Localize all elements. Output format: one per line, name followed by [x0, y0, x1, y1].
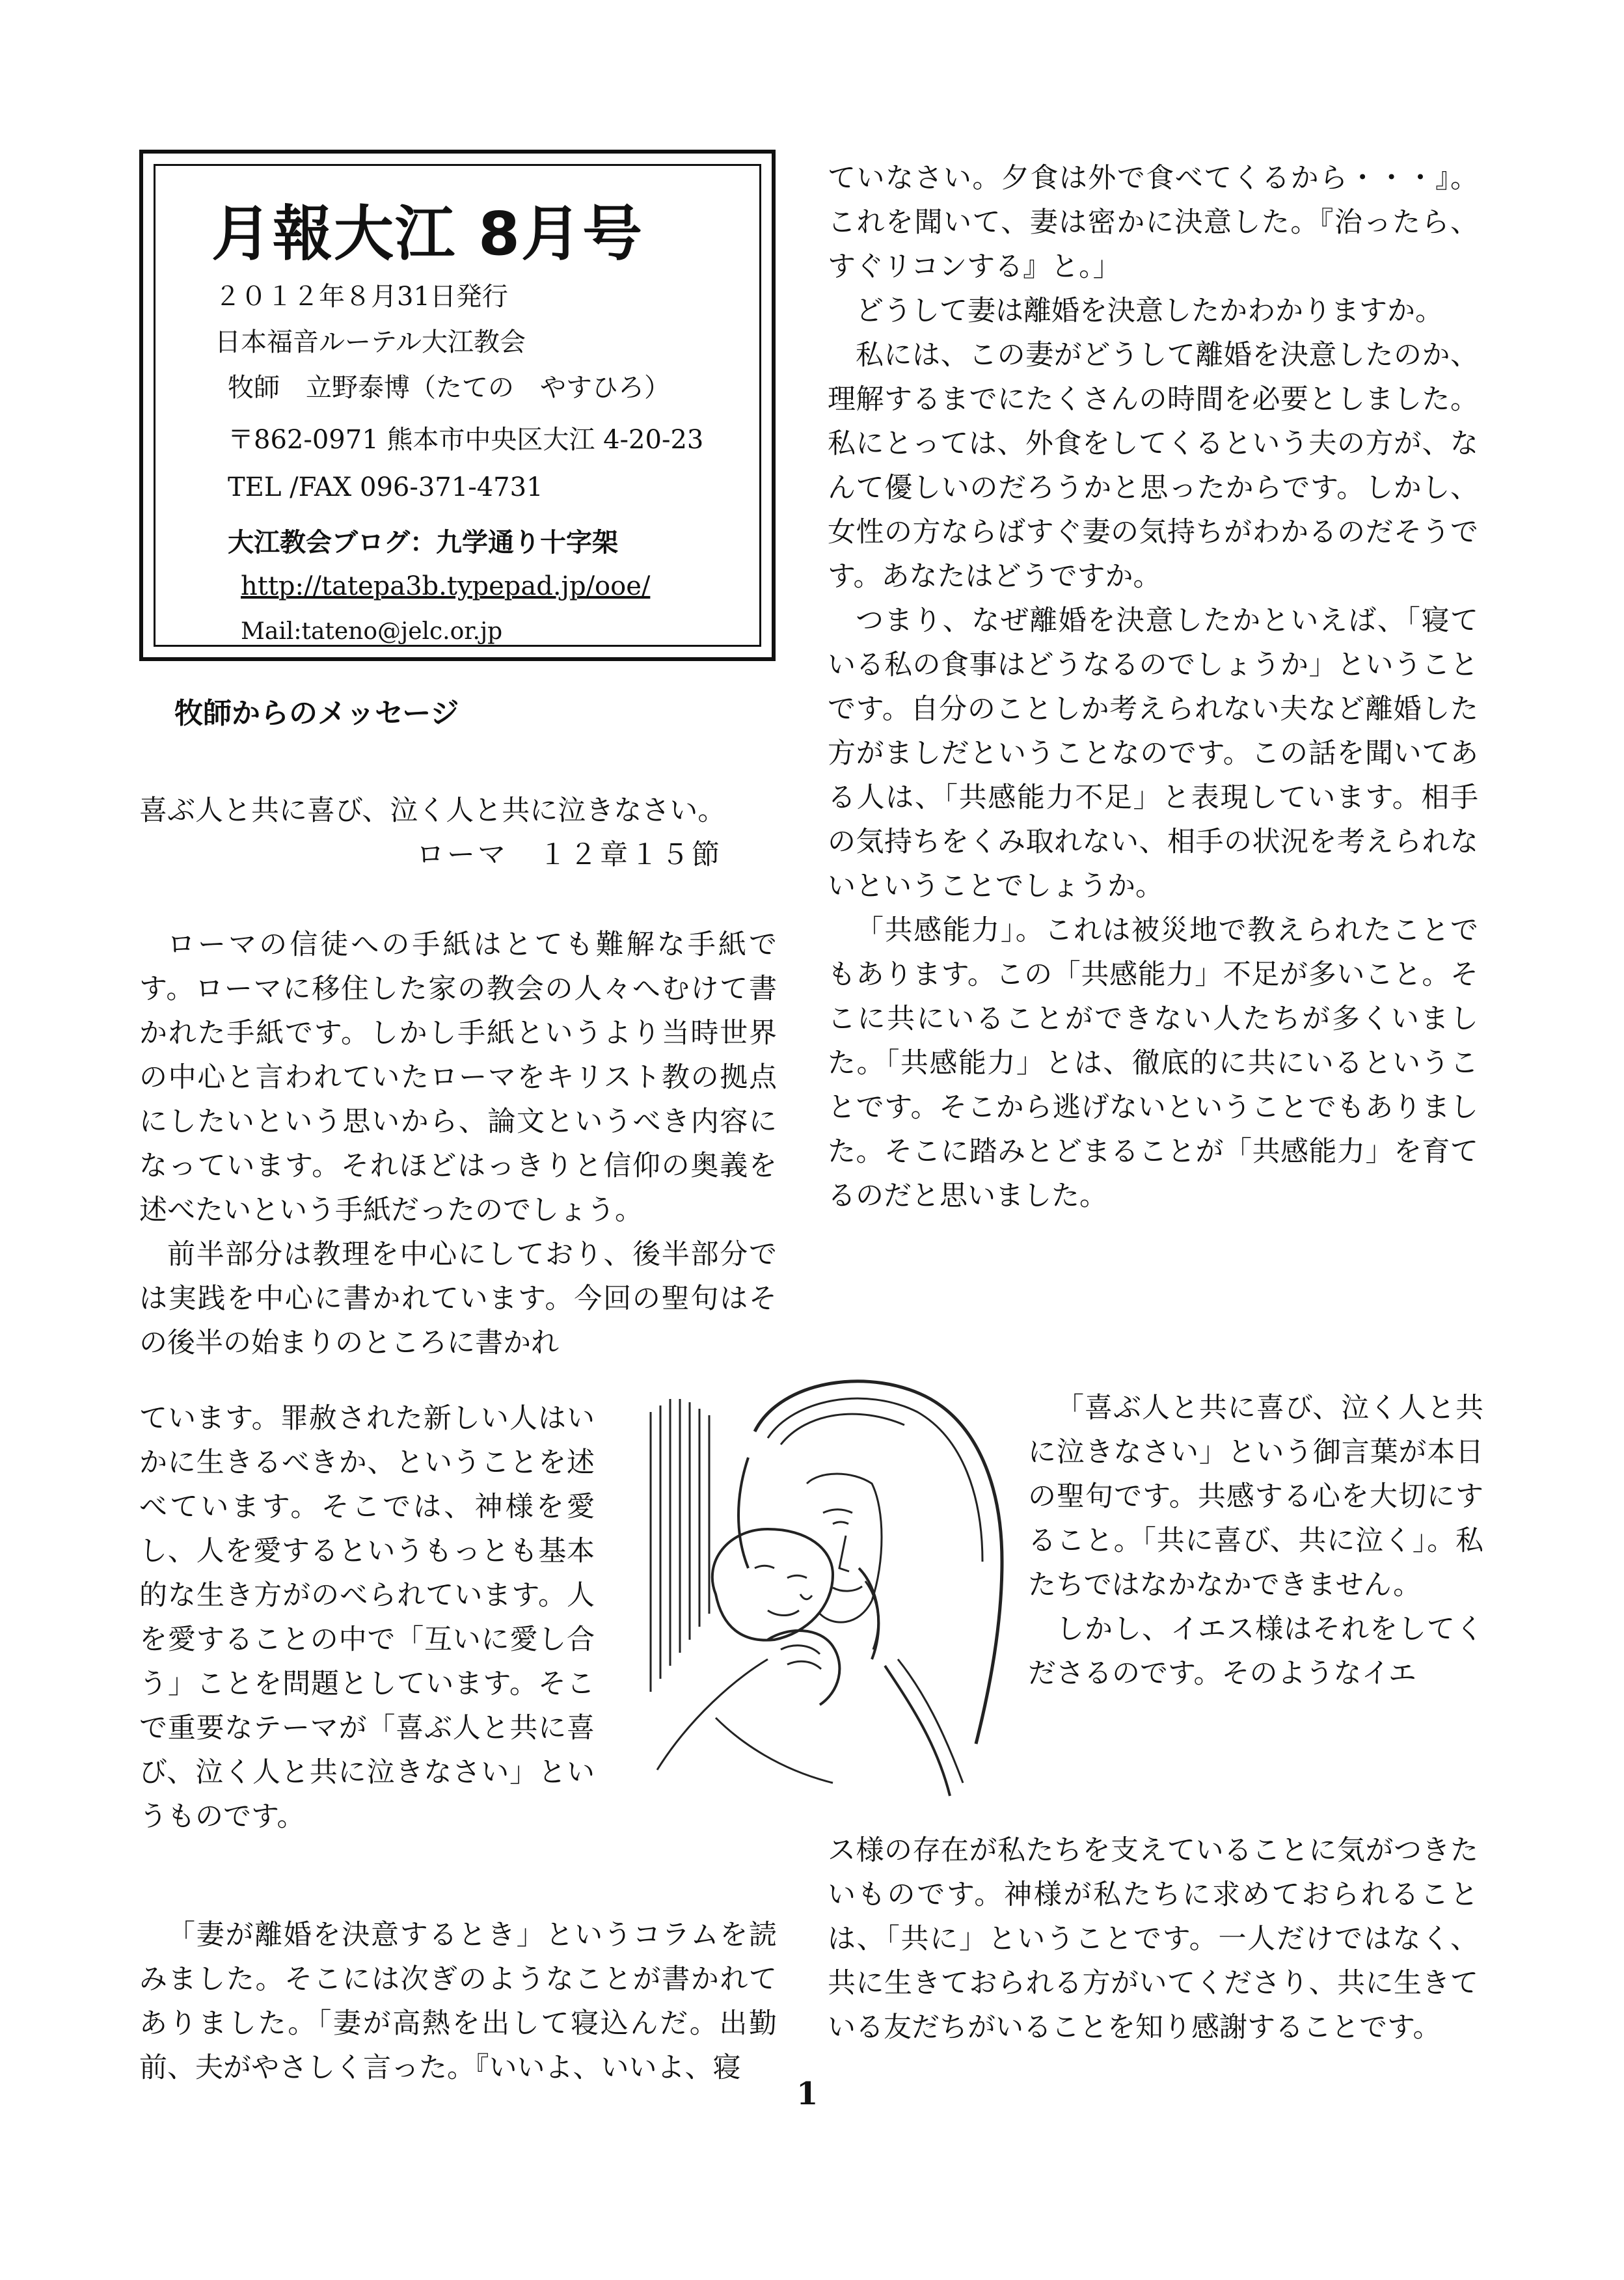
section-heading: 牧師からのメッセージ [174, 697, 459, 730]
scripture-reference: ローマ １２章１５節 [416, 839, 722, 871]
church-name: 日本福音ルーテル大江教会 [215, 327, 526, 357]
right-column-bottom [828, 1828, 1478, 2050]
right-column-narrow [1028, 1386, 1483, 1696]
blog-url-link[interactable]: http://tatepa3b.typepad.jp/ooe/ [241, 571, 651, 601]
left-paragraph-2: 前半部分は教理を中心にしており、後半部分では実践を中心に書かれています。今回の聖句はその後半の始まりのところに書かれ [139, 1238, 777, 1359]
left-paragraph-2-continued: ています。罪赦された新しい人はいかに生きるべきか、ということを述べています。そこでは、神様を愛し、人を愛するというもっとも基本的な生き方がのべられています。人を愛することの中で「互いに愛し合う」ことを問題としています。そこで重要なテーマが「喜ぶ人と共に喜び、泣く人と共に泣きなさい」というものです。 [139, 1402, 595, 1833]
left-column-narrow [139, 1396, 595, 1839]
right-paragraph-7-continued: ス様の存在が私たちを支えていることに気がつきたいものです。神様が私たちに求めておられることは、「共に」ということです。一人だけではなく、共に生きておられる方がいてくださり、共に生きている友だちがいることを知り感謝することです。 [828, 1834, 1478, 2044]
newsletter-title: 月報大江 8月号 [211, 199, 644, 269]
left-paragraph-3: 「妻が離婚を決意するとき」というコラムを読みました。そこには次ぎのようなことが書かれてありました。「妻が高熱を出して寝込んだ。出勤前、夫がやさしく言った。『いいよ、いいよ、寝 [139, 1919, 777, 2084]
masthead-box [139, 150, 776, 661]
tel-fax: TEL /FAX 096-371-4731 [228, 472, 543, 502]
right-paragraph-2: どうして妻は離婚を決意したかわかりますか。 [856, 295, 1443, 327]
left-column-bottom [139, 1913, 777, 2090]
right-column-top [828, 156, 1478, 1218]
hatch-lines [651, 1399, 709, 1692]
pastor-name: 牧師 立野泰博（たての やすひろ） [228, 373, 670, 403]
church-address: 〒862-0971 熊本市中央区大江 4-20-23 [228, 425, 704, 455]
blog-label: 大江教会ブログ：九学通り十字架 [228, 528, 618, 558]
left-column-main [139, 923, 777, 1365]
right-paragraph-4: つまり、なぜ離婚を決意したかといえば、「寝ている私の食事はどうなるのでしょうか」ということです。自分のことしか考えられない夫など離婚した方がましだということなのです。この話を聞いてある人は、「共感能力不足」と表現しています。相手の気持ちをくみ取れない、相手の状況を考えられないということでしょうか。 [828, 604, 1478, 903]
right-paragraph-5: 「共感能力」。これは被災地で教えられたことでもあります。この「共感能力」不足が多いこと。そこに共にいることができない人たちが多くいました。「共感能力」とは、徹底的に共にいるということです。そこから逃げないということでもありました。そこに踏みとどまることが「共感能力」を育てるのだと思いました。 [828, 914, 1478, 1212]
right-paragraph-7: しかし、イエス様はそれをしてくださるのです。そのようなイエ [1028, 1613, 1483, 1690]
right-paragraph-1: ていなさい。夕食は外で食べてくるから・・・』。これを聞いて、妻は密かに決意した。『治ったら、すぐリコンする』と。」 [828, 162, 1478, 283]
page-number: 1 [796, 2076, 819, 2112]
issue-date: ２０１２年８月31日発行 [215, 282, 508, 312]
jesus-child-illustration [638, 1353, 1015, 1809]
left-paragraph-1: ローマの信徒への手紙はとても難解な手紙です。ローマに移住した家の教会の人々へむけて書かれた手紙です。しかし手紙というより当時世界の中心と言われていたローマをキリスト教の拠点にしたいという思いから、論文というべき内容になっています。それほどはっきりと信仰の奥義を述べたいという手紙だったのでしょう。 [139, 929, 777, 1227]
scripture-verse: 喜ぶ人と共に喜び、泣く人と共に泣きなさい。 [139, 794, 726, 827]
mail-address: Mail:tateno@jelc.or.jp [241, 618, 503, 645]
right-paragraph-3: 私には、この妻がどうして離婚を決意したのか、理解するまでにたくさんの時間を必要としました。私にとっては、外食をしてくるという夫の方が、なんて優しいのだろうかと思ったからです。しかし、女性の方ならばすぐ妻の気持ちがわかるのだそうです。あなたはどうですか。 [828, 339, 1478, 593]
right-paragraph-6: 「喜ぶ人と共に喜び、泣く人と共に泣きなさい」という御言葉が本日の聖句です。共感する心を大切にすること。「共に喜び、共に泣く」。私たちではなかなかできません。 [1028, 1392, 1483, 1601]
